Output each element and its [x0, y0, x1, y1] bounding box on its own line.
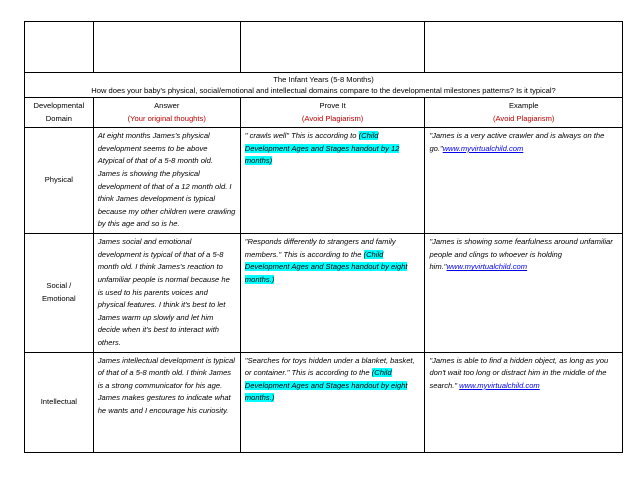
header-answer-note: (Your original thoughts)	[127, 113, 206, 123]
table-title: The Infant Years (5-8 Months)	[273, 75, 374, 84]
row-domain: Intellectual	[25, 352, 94, 452]
row-prove	[240, 352, 425, 452]
row-prove-text: "Responds differently to strangers and family members." This is according to the	[244, 237, 396, 259]
table-row	[25, 352, 623, 452]
blank-cell	[25, 22, 94, 73]
title-row	[25, 73, 623, 98]
row-example	[425, 234, 623, 352]
row-answer-text: James social and emotional development is typical of that of a 5-8 month old. I think James's reaction to unfamiliar people is normal because he is used to his parents voices and physical features. I think it's best to let James warm up slowly and let him decide when it's best to interact with others.	[97, 237, 230, 347]
row-example-text: "James is a very active crawler and is always on the go."	[429, 131, 605, 153]
table-row	[25, 128, 623, 234]
row-prove-highlight: (Child Development Ages and Stages handout by 12 months)	[244, 131, 400, 166]
header-prove-label: Prove It	[319, 101, 346, 110]
row-domain: Physical	[25, 128, 94, 234]
row-domain: Social / Emotional	[25, 234, 94, 352]
row-prove-text: "Searches for toys hidden under a blanket, basket, or container." This is according to the	[244, 355, 415, 378]
header-prove-note: (Avoid Plagiarism)	[301, 113, 364, 123]
blank-top-row	[25, 22, 623, 73]
row-answer-text: At eight months James's physical development seems to be above Atypical of that of a 5-8 month old. James is showing the physical development of that of a 12 month old. I think James development is typical because my other children were crawling by this age and so is he.	[97, 131, 236, 229]
row-example-link[interactable]: www.myvirtualchild.com	[459, 380, 540, 390]
row-prove-highlight: (Child Development Ages and Stages handout by eight months.)	[244, 368, 408, 403]
header-answer	[93, 98, 240, 128]
row-example-text: "James is able to find a hidden object, as long as you don't wait too long or distract him in the middle of the search."	[429, 355, 609, 390]
milestones-table	[24, 21, 623, 453]
header-answer-label: Answer	[154, 101, 180, 110]
header-example	[425, 98, 623, 128]
table-question: How does your baby's physical, social/emotional and intellectual domains compare to the developmental milestones patterns? Is it typical?	[91, 86, 556, 95]
row-prove-highlight: (Child Development Ages and Stages handout by eight months.)	[244, 249, 408, 284]
row-example-link[interactable]: www.myvirtualchild.com	[442, 143, 524, 153]
row-answer-text: James intellectual development is typical of that of a 5-8 month old. I think James is a strong communicator for his age. James makes gestures to indicate what he wants and I encourage his curiosity.	[97, 355, 235, 415]
blank-cell	[425, 22, 623, 73]
row-example-text: "James is showing some fearfulness around unfamiliar people and clings to whoever is holding him."	[429, 237, 613, 272]
blank-cell	[93, 22, 240, 73]
row-example	[425, 352, 623, 452]
row-example-link[interactable]: www.myvirtualchild.com	[446, 262, 528, 272]
title-cell	[25, 73, 623, 98]
row-prove	[240, 234, 425, 352]
row-example	[425, 128, 623, 234]
header-example-note: (Avoid Plagiarism)	[492, 113, 555, 123]
table-row	[25, 234, 623, 352]
header-row	[25, 98, 623, 128]
row-answer	[93, 352, 240, 452]
row-answer	[93, 128, 240, 234]
blank-cell	[240, 22, 425, 73]
row-prove-text: " crawls well" This is according to	[244, 131, 359, 141]
header-prove	[240, 98, 425, 128]
header-example-label: Example	[508, 101, 539, 110]
header-domain: Developmental Domain	[25, 98, 94, 128]
row-prove	[240, 128, 425, 234]
row-answer	[93, 234, 240, 352]
